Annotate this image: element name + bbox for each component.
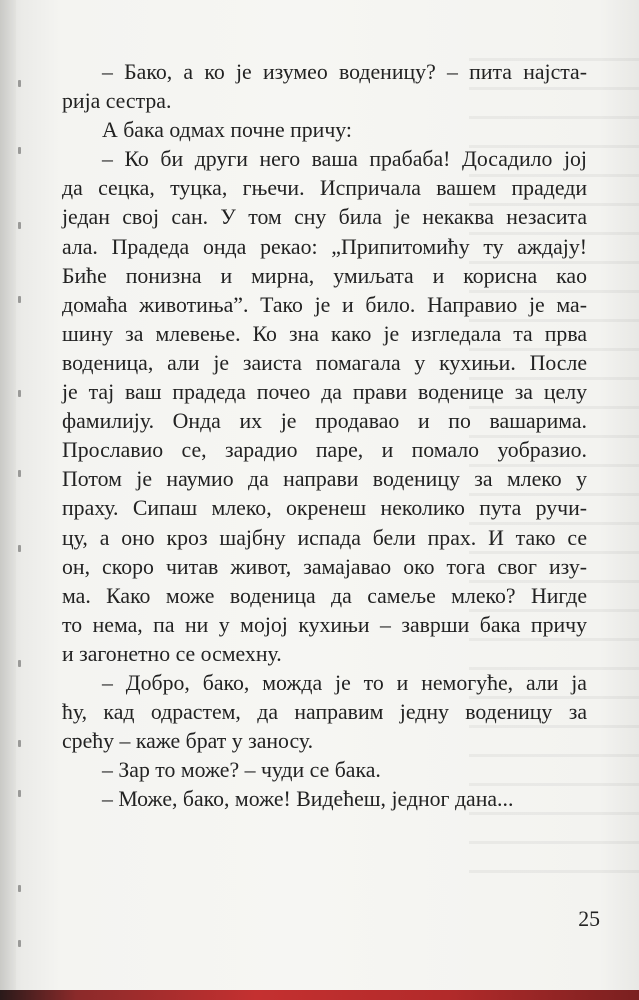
binding-stitch (18, 940, 21, 947)
text-line: Прославио се, зарадио паре, и помало уобразио. (62, 438, 587, 463)
text-line: домаћа животиња”. Тако је и било. Направио је ма- (62, 292, 587, 317)
text-line: цу, а оно кроз шајбну испада бели прах. И тако се (62, 525, 587, 550)
binding-stitch (18, 296, 21, 303)
text-line: је тај ваш прадеда почео да прави воденице за целу (62, 380, 587, 405)
book-spine-shadow (0, 0, 16, 1000)
text-line: – Може, бако, може! Видећеш, једног дана... (102, 787, 514, 812)
text-line: шину за млевење. Ко зна како је изгледала та прва (62, 321, 587, 346)
text-line: праху. Сипаш млеко, окренеш неколико пута ручи- (62, 496, 587, 521)
text-line: Биће понизна и мирна, умиљата и корисна као (62, 263, 587, 288)
text-line: ма. Како може воденица да самеље млеко? Нигде (62, 583, 587, 608)
text-line: срећу – каже брат у заносу. (62, 729, 314, 754)
text-line: воденица, али је заиста помагала у кухињи. После (62, 350, 587, 375)
binding-stitch (18, 470, 21, 477)
text-line: да сецка, туцка, гњечи. Испричала вашем прадеди (62, 176, 587, 201)
text-line: – Ко би други него ваша прабаба! Досадило јој (102, 147, 587, 172)
binding-stitch (18, 147, 21, 154)
story-text (62, 58, 587, 814)
cover-edge-strip (0, 990, 639, 1000)
binding-stitch (18, 80, 21, 87)
text-line: Потом је наумио да направи воденицу за млеко у (62, 467, 587, 492)
text-line: ала. Прадеда онда рекао: „Припитомићу ту аждају! (62, 234, 587, 259)
binding-stitch (18, 660, 21, 667)
binding-stitch (18, 885, 21, 892)
text-line: А бака одмах почне причу: (102, 118, 352, 143)
binding-stitch (18, 545, 21, 552)
binding-stitch (18, 790, 21, 797)
binding-stitch (18, 740, 21, 747)
binding-stitch (18, 390, 21, 397)
text-line: рија сестра. (62, 89, 172, 114)
text-line: фамилију. Онда их је продавао и по вашарима. (62, 409, 587, 434)
text-line: – Бако, а ко је изумео воденицу? – пита најста- (102, 60, 587, 84)
page-number: 25 (578, 907, 600, 931)
text-line: ћу, кад одрастем, да направим једну воденицу за (62, 700, 587, 725)
text-line: и загонетно се осмехну. (62, 641, 282, 666)
text-line: – Зар то може? – чуди се бака. (102, 758, 381, 783)
binding-stitch (18, 222, 21, 229)
text-line: један свој сан. У том сну била је некаква незасита (62, 205, 587, 230)
text-line: он, скоро читав живот, замајавао око тога свог изу- (62, 554, 587, 579)
text-line: то нема, па ни у мојој кухињи – заврши бака причу (62, 612, 587, 637)
text-line: – Добро, бако, можда је то и немогуће, али ја (102, 670, 587, 695)
